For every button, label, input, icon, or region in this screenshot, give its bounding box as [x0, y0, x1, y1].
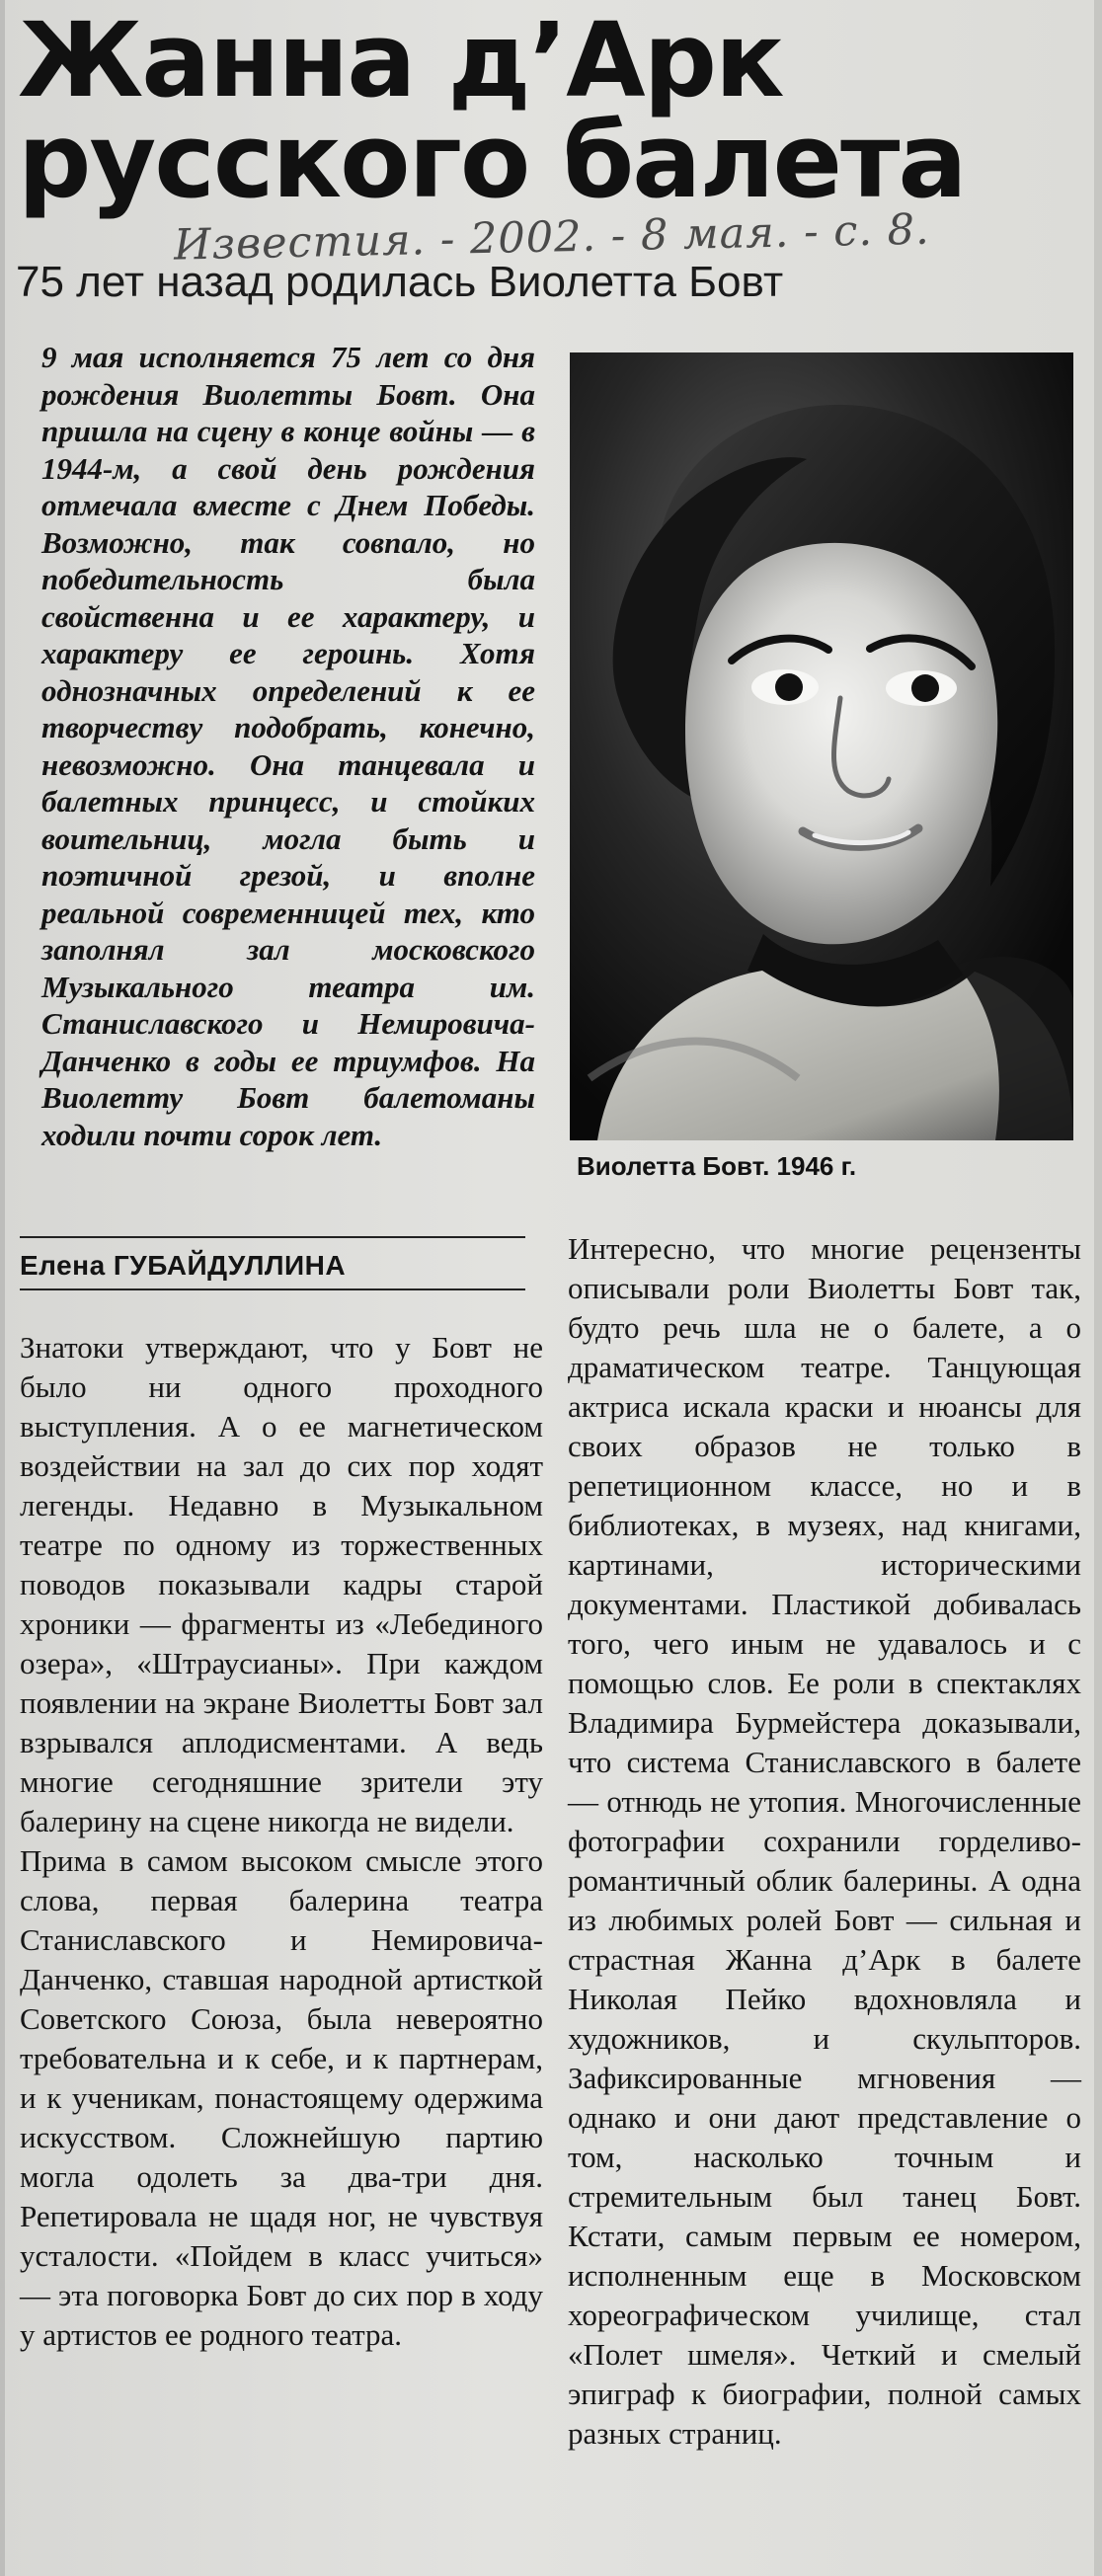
left-page-edge [0, 0, 5, 2576]
right-page-edge [1094, 0, 1102, 2576]
article-paragraph: Прима в самом высоком смысле этого слова, первая балерина театра Станиславского и Немировича-Данченко, ставшая народной артисткой Советского Союза, была невероятно требовательна и к себе, и к партнерам, и к ученикам, понастоящему одержима искусством. Сложнейшую партию могла одолеть за два-три дня. Репетировала не щадя ног, не чувствуя усталости. «Пойдем в класс учиться» — эта поговорка Бовт до сих пор в ходу у артистов ее родного театра. [20, 1843, 543, 2352]
article-subheadline: 75 лет назад родилась Виолетта Бовт [16, 258, 784, 306]
lead-paragraph: 9 мая исполняется 75 лет со дня рождения Виолетты Бовт. Она пришла на сцену в конце войны — в 1944-м, а свой день рождения отмечала вместе с Днем Победы. Возможно, так совпало, но победительность была свойственна и ее характеру, и характеру ее героинь. Хотя однозначных определений к ее творчеству подобрать, конечно, невозможно. Она танцевала и балетных принцесс, и стойких воительниц, могла быть и поэтичной грезой, и вполне реальной современницей тех, кто заполнял зал московского Музыкального театра им. Станиславского и Немировича-Данченко в годы ее триумфов. На Виолетту Бовт балетоманы ходили почти сорок лет. [41, 340, 535, 1152]
portrait-photo [570, 352, 1073, 1140]
byline-top-rule [20, 1236, 525, 1238]
headline-line-1: Жанна д’Арк [18, 0, 783, 120]
photo-caption: Виолетта Бовт. 1946 г. [577, 1151, 857, 1181]
author-byline: Елена ГУБАЙДУЛЛИНА [20, 1250, 347, 1281]
article-paragraph: Интересно, что многие рецензенты описывали роли Виолетты Бовт так, будто речь шла не о балете, а о драматическом театре. Танцующая актриса искала краски и нюансы для своих образов не только в репетиционном классе, но и в библиотеках, в музеях, над книгами, картинами, историческими документами. Пластикой добивалась того, чего иным не удавалось и с помощью слов. Ее роли в спектаклях Владимира Бурмейстера доказывали, что система Станиславского в балете — отнюдь не утопия. Многочисленные фотографии сохранили горделиво-романтичный облик балерины. А одна из любимых ролей Бовт — сильная и страстная Жанна д’Арк в балете Николая Пейко вдохновляла и художников, и скульпторов. Зафиксированные мгновения — однако и они дают представление о том, насколько точным и стремительным был танец Бовт. Кстати, самым первым ее номером, исполненным еще в Московском хореографическом училище, стал «Полет шмеля». Четкий и смелый эпиграф к биографии, полной самых разных страниц. [568, 1231, 1081, 2451]
article-column-left [20, 1328, 543, 2355]
headline-line-2: русского балета [18, 101, 966, 221]
article-column-right [568, 1229, 1081, 2454]
article-headline [18, 0, 1045, 221]
byline-bottom-rule [20, 1288, 525, 1290]
portrait-image [570, 352, 1073, 1140]
handwritten-source-note: Известия. - 2002. - 8 мая. - с. 8. [173, 204, 931, 271]
article-paragraph: Знатоки утверждают, что у Бовт не было ни одного проходного выступления. А о ее магнетическом воздействии на зал до сих пор ходят легенды. Недавно в Музыкальном театре по одному из торжественных поводов показывали кадры старой хроники — фрагменты из «Лебединого озера», «Штраусианы». При каждом появлении на экране Виолетты Бовт зал взрывался аплодисментами. А ведь многие сегодняшние зрители эту балерину на сцене никогда не видели. [20, 1330, 543, 1838]
